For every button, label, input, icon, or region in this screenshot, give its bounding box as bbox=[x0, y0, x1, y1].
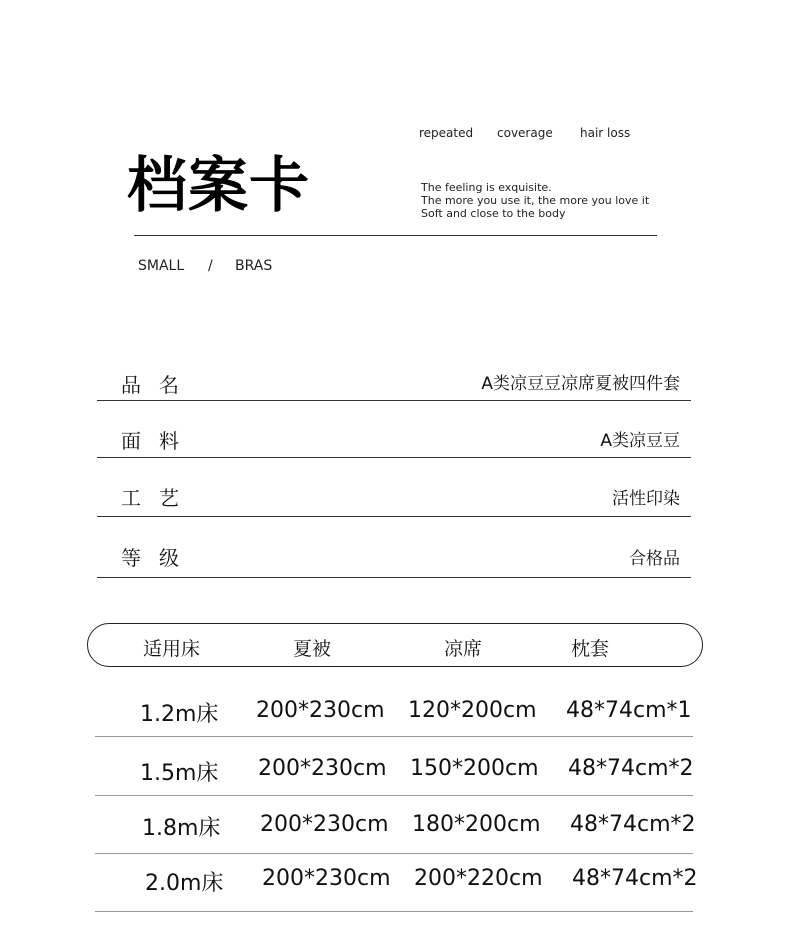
cell-bed: 2.0m床 bbox=[145, 871, 224, 896]
row-divider bbox=[95, 911, 693, 912]
col-header-bed: 适用床 bbox=[143, 638, 201, 660]
tagline-line-2: The more you use it, the more you love it bbox=[421, 194, 650, 207]
cell-pillowcase: 48*74cm*2 bbox=[570, 812, 696, 837]
cell-pillowcase: 48*74cm*2 bbox=[568, 756, 694, 781]
cell-bed: 1.2m床 bbox=[140, 702, 219, 727]
tagline-line-1: The feeling is exquisite. bbox=[421, 181, 552, 194]
row-divider bbox=[95, 736, 693, 737]
tag-coverage: coverage bbox=[497, 126, 553, 140]
cell-quilt: 200*230cm bbox=[256, 698, 385, 723]
info-value-name: A类凉豆豆凉席夏被四件套 bbox=[481, 374, 680, 394]
cell-quilt: 200*230cm bbox=[260, 812, 389, 837]
row-divider bbox=[95, 795, 693, 796]
tag-repeated: repeated bbox=[419, 126, 474, 140]
tagline-line-3: Soft and close to the body bbox=[421, 207, 566, 220]
row-divider bbox=[95, 853, 693, 854]
subtitle-separator: / bbox=[208, 258, 213, 274]
cell-bed: 1.5m床 bbox=[140, 761, 219, 786]
info-value-fabric: A类凉豆豆 bbox=[600, 431, 680, 451]
col-header-mat: 凉席 bbox=[444, 638, 483, 660]
info-divider bbox=[97, 577, 691, 578]
cell-mat: 200*220cm bbox=[414, 866, 543, 891]
tagline bbox=[421, 181, 649, 220]
subtitle-small: SMALL bbox=[138, 258, 185, 274]
info-divider bbox=[97, 516, 691, 517]
info-label-craft: 工艺 bbox=[121, 486, 197, 510]
cell-quilt: 200*230cm bbox=[262, 866, 391, 891]
page-title: 档案卡 bbox=[127, 151, 310, 221]
cell-bed: 1.8m床 bbox=[142, 816, 221, 841]
cell-quilt: 200*230cm bbox=[258, 756, 387, 781]
col-header-quilt: 夏被 bbox=[293, 638, 332, 660]
info-label-grade: 等级 bbox=[121, 546, 197, 570]
info-divider bbox=[97, 457, 691, 458]
cell-mat: 120*200cm bbox=[408, 698, 537, 723]
header-divider bbox=[134, 235, 657, 236]
info-label-fabric: 面料 bbox=[121, 429, 197, 453]
cell-pillowcase: 48*74cm*1 bbox=[566, 698, 692, 723]
cell-mat: 180*200cm bbox=[412, 812, 541, 837]
info-label-name: 品名 bbox=[121, 373, 197, 397]
info-value-craft: 活性印染 bbox=[612, 489, 680, 509]
info-divider bbox=[97, 400, 691, 401]
tag-hair-loss: hair loss bbox=[580, 126, 631, 140]
cell-pillowcase: 48*74cm*2 bbox=[572, 866, 698, 891]
info-value-grade: 合格品 bbox=[629, 549, 680, 569]
cell-mat: 150*200cm bbox=[410, 756, 539, 781]
subtitle-bras: BRAS bbox=[235, 258, 273, 274]
col-header-pillowcase: 枕套 bbox=[571, 638, 610, 660]
